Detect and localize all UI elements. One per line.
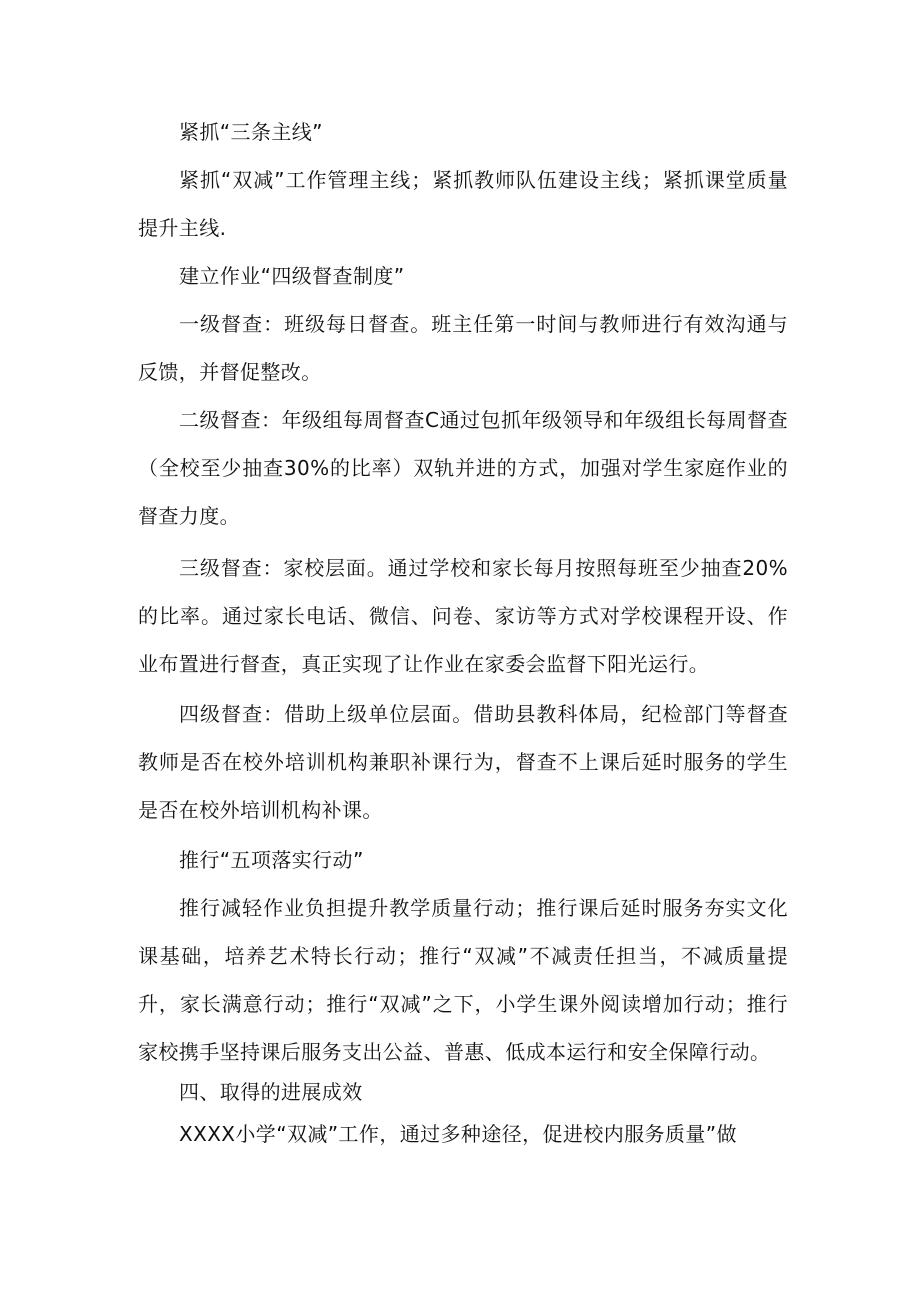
heading-four-level-supervision: 建立作业“四级督查制度” xyxy=(179,264,405,288)
paragraph-five-actions: 推行减轻作业负担提升教学质量行动；推行课后延时服务夯实文化课基础，培养艺术特长行动；推行“双减”不减责任担当，不减质量提升，家长满意行动；推行“双减”之下，小学生课外阅读增加行动；推行家校携手坚持课后服务支出公益、普惠、低成本运行和安全保障行动。 xyxy=(138,896,788,1064)
paragraph-level-two: 二级督查：年级组每周督查C通过包抓年级领导和年级组长每周督查（全校至少抽查30%的比率）双轨并进的方式，加强对学生家庭作业的督查力度。 xyxy=(138,408,788,528)
paragraph-main-lines: 紧抓“双减”工作管理主线；紧抓教师队伍建设主线；紧抓课堂质量提升主线. xyxy=(138,168,788,240)
section-heading-progress: 四、取得的进展成效 xyxy=(179,1080,363,1104)
paragraph-level-three: 三级督查：家校层面。通过学校和家长每月按照每班至少抽查20%的比率。通过家长电话、微信、问卷、家访等方式对学校课程开设、作业布置进行督查，真正实现了让作业在家委会监督下阳光运行。 xyxy=(138,556,788,676)
paragraph-level-four: 四级督查：借助上级单位层面。借助县教科体局，纪检部门等督查教师是否在校外培训机构兼职补课行为，督查不上课后延时服务的学生是否在校外培训机构补课。 xyxy=(138,702,788,822)
paragraph-level-one: 一级督查：班级每日督查。班主任第一时间与教师进行有效沟通与反馈，并督促整改。 xyxy=(138,312,788,384)
heading-five-actions: 推行“五项落实行动” xyxy=(179,848,364,872)
paragraph-progress: XXXX小学“双减”工作，通过多种途径，促进校内服务质量”做 xyxy=(179,1122,737,1146)
heading-three-main-lines: 紧抓“三条主线” xyxy=(179,120,323,144)
